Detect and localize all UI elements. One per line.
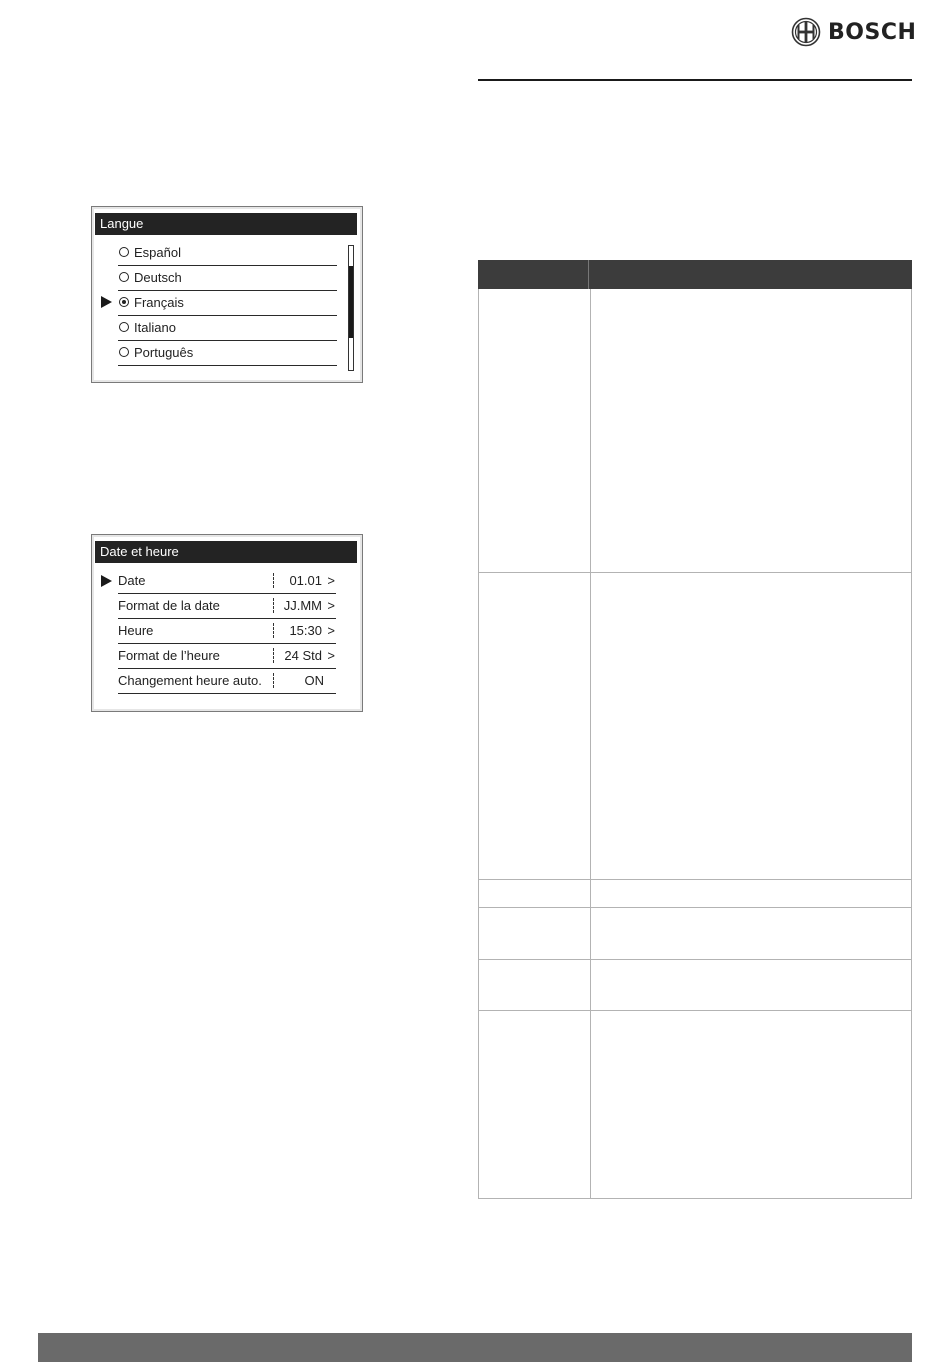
brand-header [791, 14, 916, 50]
setting-value: JJ.MM [283, 598, 322, 613]
setting-time-format[interactable] [118, 643, 336, 669]
table-header [478, 260, 912, 289]
setting-label: Format de la date [118, 598, 220, 613]
dashed-separator [273, 673, 274, 688]
scrollbar-thumb[interactable] [349, 266, 353, 338]
bosch-armature-icon [791, 17, 821, 47]
footer-bar [38, 1333, 912, 1362]
radio-selected-icon [119, 297, 129, 307]
option-label: Italiano [134, 320, 176, 335]
dashed-separator [273, 573, 274, 588]
setting-label: Format de l’heure [118, 648, 220, 663]
language-screen [91, 206, 363, 383]
language-option-italiano[interactable] [118, 315, 337, 341]
dashed-separator [273, 648, 274, 663]
settings-table [478, 260, 912, 1199]
radio-icon [119, 272, 129, 282]
radio-icon [119, 322, 129, 332]
screen-title: Langue [95, 213, 357, 235]
setting-value: ON [304, 673, 324, 688]
setting-label: Changement heure auto. [118, 673, 262, 688]
chevron-right-icon: > [327, 598, 335, 613]
setting-value: 15:30 [289, 623, 322, 638]
radio-icon [119, 247, 129, 257]
setting-label: Heure [118, 623, 154, 638]
setting-label: Date [118, 573, 146, 588]
screen-title: Date et heure [95, 541, 357, 563]
setting-date-format[interactable] [118, 593, 336, 619]
language-option-espanol[interactable] [118, 240, 337, 266]
option-label: Deutsch [134, 270, 182, 285]
chevron-right-icon: > [327, 648, 335, 663]
setting-date[interactable] [118, 568, 336, 594]
cursor-arrow-icon [101, 575, 112, 587]
brand-name: BOSCH [828, 19, 917, 45]
cursor-arrow-icon [101, 296, 112, 308]
radio-icon [119, 347, 129, 357]
header-divider [588, 260, 589, 289]
chevron-right-icon: > [327, 623, 335, 638]
option-label: Français [134, 295, 184, 310]
setting-time[interactable] [118, 618, 336, 644]
setting-auto-dst[interactable] [118, 668, 336, 694]
table-row-divider [479, 1010, 911, 1011]
dashed-separator [273, 623, 274, 638]
datetime-screen [91, 534, 363, 712]
language-option-francais[interactable] [118, 290, 337, 316]
table-row-divider [479, 907, 911, 908]
scrollbar[interactable] [348, 245, 354, 371]
header-rule [478, 79, 912, 81]
column-divider [590, 289, 591, 1199]
language-option-deutsch[interactable] [118, 265, 337, 291]
setting-value: 01.01 [289, 573, 322, 588]
table-row-divider [479, 879, 911, 880]
option-label: Português [134, 345, 194, 360]
setting-value: 24 Std [284, 648, 322, 663]
option-label: Español [134, 245, 181, 260]
table-row-divider [479, 959, 911, 960]
chevron-right-icon: > [327, 573, 335, 588]
table-row-divider [479, 572, 911, 573]
dashed-separator [273, 598, 274, 613]
language-option-portugues[interactable] [118, 340, 337, 366]
